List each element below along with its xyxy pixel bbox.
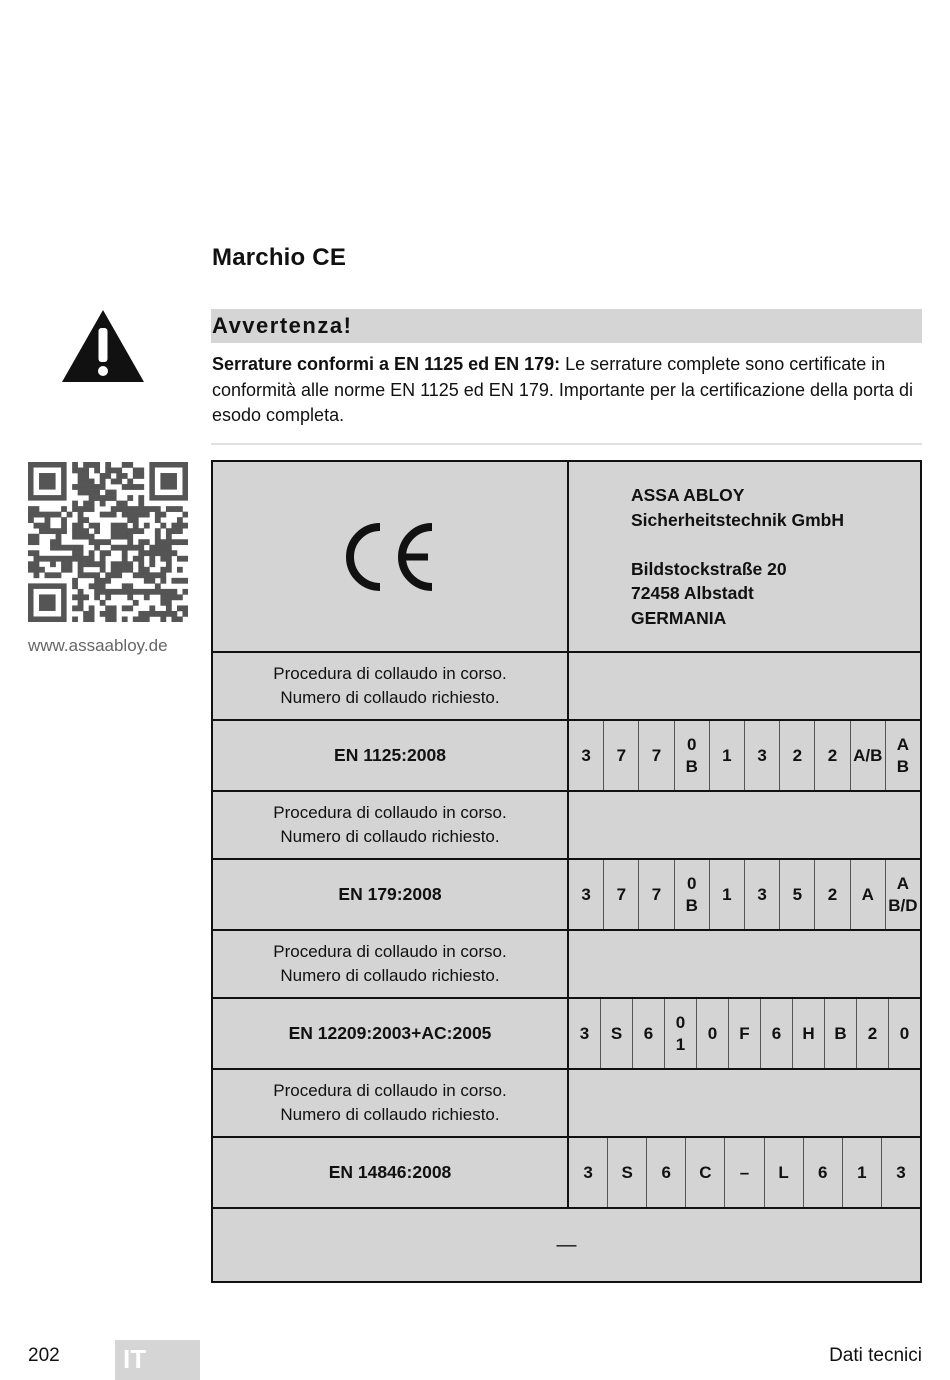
code-value: 0 <box>707 1023 718 1043</box>
code-cell <box>825 999 857 1068</box>
code-value: 1 <box>857 1162 867 1182</box>
code-value: 6 <box>817 1162 828 1182</box>
classification-codes <box>568 859 921 930</box>
code-cell <box>569 999 601 1068</box>
code-value: A/B <box>853 745 883 765</box>
code-cell <box>843 1138 882 1207</box>
code-value: B <box>834 1023 847 1043</box>
ce-mark-icon <box>340 519 440 595</box>
code-value: 1 <box>722 745 732 765</box>
code-value: S <box>621 1162 633 1182</box>
address-line: Sicherheitstechnik GmbH <box>631 509 844 530</box>
test-procedure-line: Numero di collaudo richiesto. <box>280 688 500 707</box>
code-cell <box>815 860 850 929</box>
code-value: S <box>610 1023 623 1043</box>
code-cell <box>761 999 793 1068</box>
empty-cell <box>568 791 921 859</box>
manufacturer-address-cell <box>568 461 921 652</box>
code-value: C <box>699 1162 712 1182</box>
code-cell <box>745 721 780 790</box>
code-cell <box>729 999 761 1068</box>
code-value: 0 B <box>685 873 698 915</box>
code-cell <box>793 999 825 1068</box>
test-procedure-line: Numero di collaudo richiesto. <box>280 827 500 846</box>
warning-triangle-icon <box>60 308 146 384</box>
address-line: GERMANIA <box>631 607 727 628</box>
standard-name: EN 14846:2008 <box>212 1137 568 1208</box>
classification-codes <box>568 720 921 791</box>
code-cell <box>765 1138 804 1207</box>
classification-codes <box>568 998 921 1069</box>
warning-body-text: Le serrature complete sono certificate in conformità alle norme EN 1125 ed EN 179. Importante per la certificazione della porta di esodo completa. <box>212 354 914 425</box>
code-value: 7 <box>616 884 627 904</box>
warning-heading: Avvertenza! <box>212 313 353 338</box>
address-line: Bildstockstraße 20 <box>631 558 787 579</box>
empty-cell <box>568 930 921 998</box>
code-cell <box>686 1138 725 1207</box>
code-value: 6 <box>771 1023 782 1043</box>
code-cell <box>639 860 674 929</box>
code-value: 0 B <box>685 734 698 776</box>
test-procedure-line: Procedura di collaudo in corso. <box>273 942 507 961</box>
address-line: ASSA ABLOY <box>631 485 745 505</box>
code-cell <box>851 721 886 790</box>
code-value: 5 <box>792 884 803 904</box>
code-value: F <box>739 1023 750 1043</box>
code-value: 0 1 <box>675 1012 686 1054</box>
code-cell <box>886 721 920 790</box>
language-badge <box>115 1340 200 1380</box>
test-procedure-line: Procedura di collaudo in corso. <box>273 1081 507 1100</box>
code-cell <box>886 860 920 929</box>
code-value: 3 <box>581 745 591 765</box>
code-cell <box>569 860 604 929</box>
divider <box>211 443 922 445</box>
code-value: 6 <box>661 1162 671 1182</box>
code-value: 2 <box>867 1023 878 1043</box>
code-cell <box>889 999 920 1068</box>
standard-name: EN 1125:2008 <box>212 720 568 791</box>
address-line <box>631 532 920 557</box>
code-value: 2 <box>827 745 838 765</box>
empty-cell <box>568 1069 921 1137</box>
ce-certificate-table <box>211 460 922 1283</box>
code-cell <box>815 721 850 790</box>
code-value: 3 <box>896 1162 906 1182</box>
code-value: H <box>802 1023 815 1043</box>
code-value: A B/D <box>888 873 918 915</box>
code-value: 3 <box>581 884 591 904</box>
warning-header <box>211 309 922 343</box>
code-value: – <box>739 1162 750 1182</box>
standard-name: EN 12209:2003+AC:2005 <box>212 998 568 1069</box>
qr-code-icon <box>28 462 188 622</box>
test-procedure-line: Numero di collaudo richiesto. <box>280 966 500 985</box>
code-cell <box>608 1138 647 1207</box>
code-cell <box>601 999 633 1068</box>
test-procedure-line: Procedura di collaudo in corso. <box>273 803 507 822</box>
code-value: 2 <box>792 745 803 765</box>
code-cell <box>647 1138 686 1207</box>
code-value: 7 <box>651 745 662 765</box>
code-value: 3 <box>583 1162 593 1182</box>
code-cell <box>882 1138 920 1207</box>
code-cell <box>633 999 665 1068</box>
code-value: 2 <box>827 884 838 904</box>
test-procedure-cell <box>212 930 568 998</box>
code-cell <box>675 721 710 790</box>
code-cell <box>851 860 886 929</box>
section-title: Dati tecnici <box>829 1345 922 1366</box>
language-label: IT <box>123 1344 147 1374</box>
code-value: L <box>778 1162 789 1182</box>
code-value: 7 <box>651 884 662 904</box>
code-cell <box>604 860 639 929</box>
code-cell <box>710 721 745 790</box>
code-value: A B <box>896 734 910 776</box>
test-procedure-cell <box>212 791 568 859</box>
page-number: 202 <box>28 1345 60 1366</box>
page-title: Marchio CE <box>212 244 347 271</box>
code-cell <box>639 721 674 790</box>
code-cell <box>604 721 639 790</box>
ce-mark-cell <box>212 461 568 652</box>
code-cell <box>697 999 729 1068</box>
code-value: 6 <box>643 1023 654 1043</box>
code-value: 3 <box>757 884 767 904</box>
footer-dash-cell: — <box>212 1208 921 1282</box>
code-cell <box>857 999 889 1068</box>
code-cell <box>675 860 710 929</box>
code-value: 1 <box>722 884 732 904</box>
classification-codes <box>568 1137 921 1208</box>
code-value: 3 <box>579 1023 590 1043</box>
code-cell <box>569 721 604 790</box>
code-cell <box>745 860 780 929</box>
standard-name: EN 179:2008 <box>212 859 568 930</box>
code-cell <box>804 1138 843 1207</box>
website-url: www.assaabloy.de <box>28 636 168 655</box>
empty-cell <box>568 652 921 720</box>
code-cell <box>780 721 815 790</box>
test-procedure-cell <box>212 1069 568 1137</box>
code-value: 7 <box>616 745 627 765</box>
code-cell <box>780 860 815 929</box>
code-value: A <box>861 884 874 904</box>
test-procedure-line: Numero di collaudo richiesto. <box>280 1105 500 1124</box>
test-procedure-cell <box>212 652 568 720</box>
code-cell <box>710 860 745 929</box>
code-value: 0 <box>899 1023 910 1043</box>
warning-text <box>212 352 924 429</box>
test-procedure-line: Procedura di collaudo in corso. <box>273 664 507 683</box>
code-cell <box>569 1138 608 1207</box>
code-cell <box>665 999 697 1068</box>
code-value: 3 <box>757 745 767 765</box>
warning-bold-text: Serrature conformi a EN 1125 ed EN 179: <box>212 354 561 374</box>
address-line: 72458 Albstadt <box>631 583 754 603</box>
code-cell <box>725 1138 764 1207</box>
